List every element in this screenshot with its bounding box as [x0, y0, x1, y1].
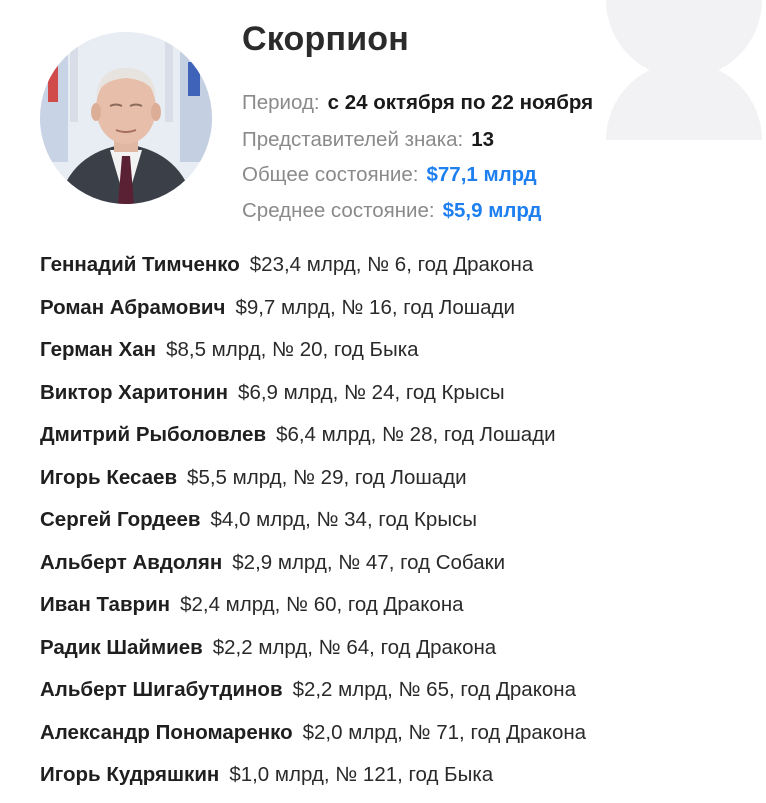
person-name: Альберт Шигабутдинов	[40, 678, 283, 701]
list-item	[40, 718, 760, 761]
person-details: $8,5 млрд, № 20, год Быка	[166, 338, 419, 361]
period-value: с 24 октября по 22 ноября	[327, 91, 594, 114]
average-wealth-label: Среднее состояние:	[242, 199, 435, 222]
person-details: $1,0 млрд, № 121, год Быка	[229, 763, 494, 786]
person-name: Дмитрий Рыболовлев	[40, 423, 267, 446]
total-wealth-label: Общее состояние:	[242, 163, 419, 186]
list-item	[40, 633, 760, 676]
portrait-image	[40, 32, 212, 204]
person-details: $23,4 млрд, № 6, год Дракона	[249, 253, 534, 276]
people-list	[40, 250, 760, 803]
person-details: $6,4 млрд, № 28, год Лошади	[276, 423, 556, 446]
period-row	[242, 91, 593, 115]
person-details: $9,7 млрд, № 16, год Лошади	[235, 295, 516, 319]
person-name: Игорь Кудряшкин	[40, 763, 220, 786]
list-item	[40, 505, 760, 548]
average-wealth-value: $5,9 млрд	[442, 199, 542, 222]
page-title: Скорпион	[242, 20, 410, 58]
person-details: $5,5 млрд, № 29, год Лошади	[187, 465, 467, 489]
total-wealth-value: $77,1 млрд	[426, 163, 537, 186]
list-item	[40, 675, 760, 718]
person-name: Герман Хан	[40, 338, 157, 361]
person-details: $2,0 млрд, № 71, год Дракона	[302, 720, 587, 744]
person-details: $4,0 млрд, № 34, год Крысы	[210, 508, 478, 531]
person-details: $2,4 млрд, № 60, год Дракона	[180, 593, 464, 616]
person-name: Игорь Кесаев	[40, 465, 178, 489]
decorative-circles	[606, 0, 766, 230]
list-item	[40, 293, 760, 336]
person-name: Геннадий Тимченко	[40, 253, 240, 276]
person-name: Роман Абрамович	[40, 295, 226, 319]
list-item	[40, 548, 760, 591]
avatar	[40, 32, 212, 204]
person-details: $2,2 млрд, № 65, год Дракона	[292, 678, 577, 701]
list-item	[40, 335, 760, 378]
list-item	[40, 420, 760, 463]
period-label: Период:	[242, 91, 320, 114]
list-item	[40, 760, 760, 803]
person-name: Иван Таврин	[40, 593, 171, 616]
person-name: Виктор Харитонин	[40, 380, 229, 404]
count-value: 13	[471, 128, 495, 151]
person-name: Александр Пономаренко	[40, 720, 293, 744]
list-item	[40, 378, 760, 421]
list-item	[40, 590, 760, 633]
list-item	[40, 463, 760, 506]
person-details: $6,9 млрд, № 24, год Крысы	[238, 380, 505, 404]
count-label: Представителей знака:	[242, 128, 464, 151]
person-name: Сергей Гордеев	[40, 508, 201, 531]
average-wealth-row	[242, 199, 541, 223]
person-name: Альберт Авдолян	[40, 550, 223, 574]
list-item	[40, 250, 760, 293]
person-details: $2,9 млрд, № 47, год Собаки	[232, 550, 506, 574]
person-name: Радик Шаймиев	[40, 635, 203, 659]
decor-half-circle	[606, 62, 762, 218]
count-row	[242, 128, 494, 152]
person-details: $2,2 млрд, № 64, год Дракона	[212, 635, 497, 659]
total-wealth-row	[242, 163, 537, 187]
